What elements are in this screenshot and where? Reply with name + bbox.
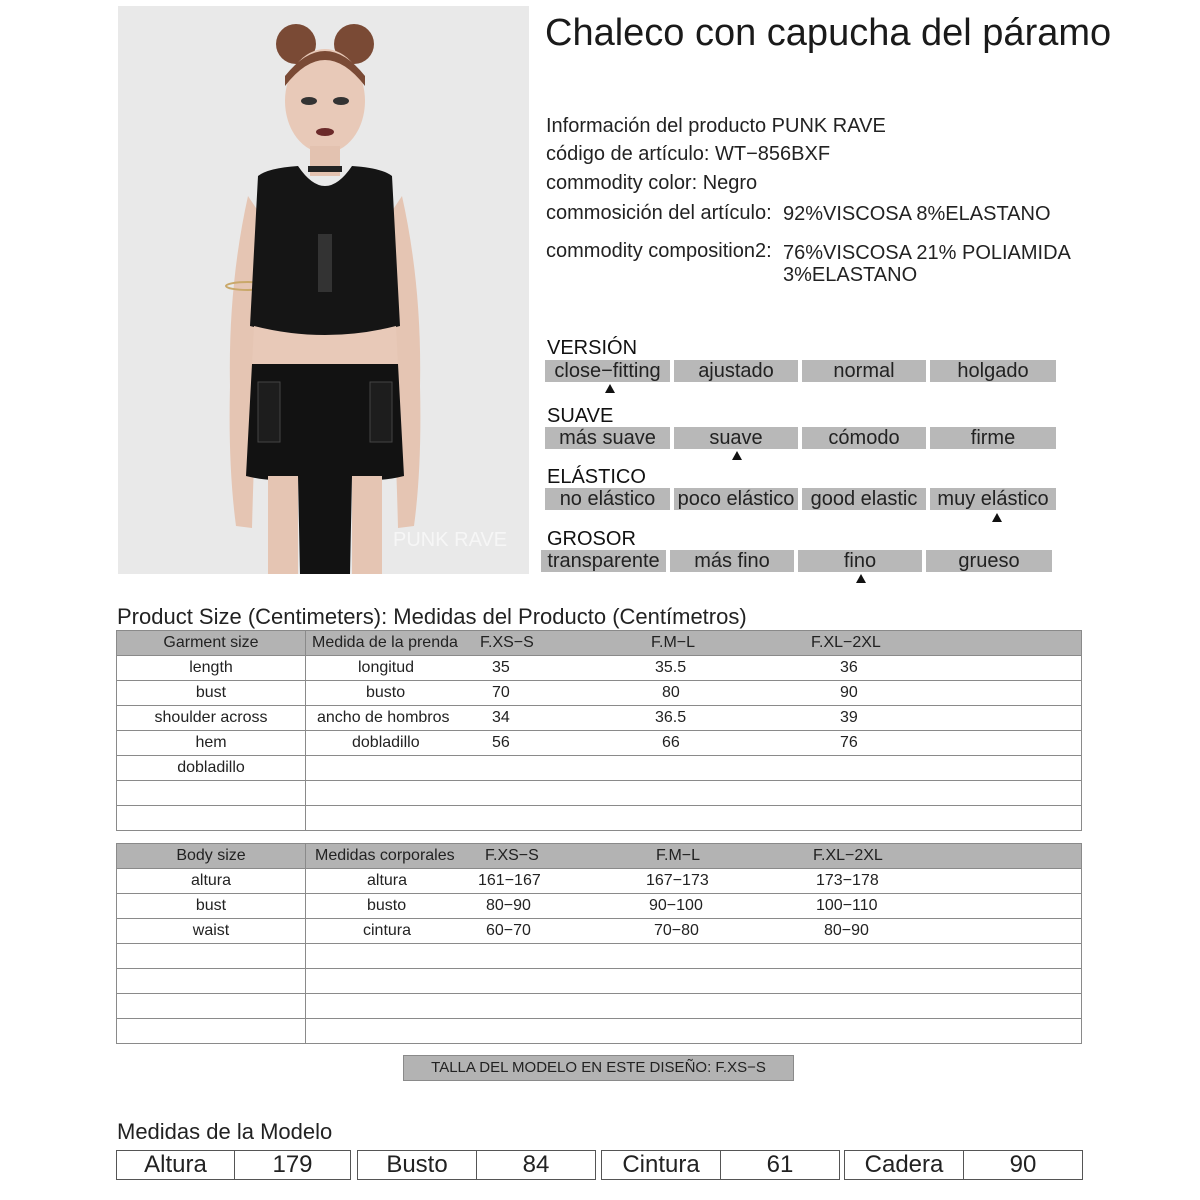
- model-height-value: 179: [272, 1151, 313, 1178]
- scale-elastic-option: no elástico: [545, 488, 670, 510]
- scale-thickness-marker: [856, 574, 866, 583]
- scale-elastic: [545, 488, 1057, 510]
- model-waist-box: [601, 1150, 840, 1180]
- scale-elastic-option: muy elástico: [930, 488, 1056, 510]
- scale-thickness-option: más fino: [670, 550, 794, 572]
- cell-value: 70−80: [654, 922, 699, 939]
- cell-value: 161−167: [478, 872, 541, 889]
- cell-value: altura: [367, 872, 408, 889]
- photo-watermark: PUNK RAVE: [393, 529, 508, 551]
- info-color: commodity color: Negro: [546, 172, 758, 194]
- model-waist-label: Cintura: [602, 1151, 721, 1179]
- cell-value: busto: [367, 897, 407, 914]
- table-cell: [306, 756, 1082, 781]
- product-photo: [118, 6, 529, 574]
- scale-version-marker: [605, 384, 615, 393]
- model-height-box: [116, 1150, 351, 1180]
- table-cell: shoulder across: [117, 706, 306, 731]
- composition2-value-line2: 3%ELASTANO: [783, 264, 918, 286]
- table-row: [117, 994, 1082, 1019]
- scale-elastic-option: poco elástico: [674, 488, 798, 510]
- scale-version-option: normal: [802, 360, 926, 382]
- header-label: F.M−L: [651, 634, 696, 651]
- table-row: [117, 944, 1082, 969]
- model-bust-label: Busto: [358, 1151, 477, 1179]
- scale-version-option: holgado: [930, 360, 1056, 382]
- table-cell: bust: [117, 681, 306, 706]
- scale-thickness-option: fino: [798, 550, 922, 572]
- composition2-label: commodity composition2:: [546, 240, 772, 262]
- table-cell: [306, 869, 1082, 894]
- table-cell: [306, 781, 1082, 806]
- table-cell: hem: [117, 731, 306, 756]
- cell-value: 60−70: [486, 922, 531, 939]
- cell-value: longitud: [358, 659, 415, 676]
- cell-value: 80: [662, 684, 680, 701]
- cell-value: 90: [840, 684, 858, 701]
- table-cell: [117, 1019, 306, 1044]
- table-header-row: [117, 844, 1082, 869]
- table-cell: [306, 656, 1082, 681]
- table-cell: length: [117, 656, 306, 681]
- cell-value: 90−100: [649, 897, 703, 914]
- table-cell: [117, 806, 306, 831]
- cell-value: 35.5: [655, 659, 687, 676]
- table-cell: dobladillo: [117, 756, 306, 781]
- scale-soft-option: suave: [674, 427, 798, 449]
- info-brand: Información del producto PUNK RAVE: [546, 115, 886, 137]
- table-row: [117, 706, 1082, 731]
- scale-elastic-marker: [992, 513, 1002, 522]
- header-label: F.XL−2XL: [811, 634, 881, 651]
- model-measurements-heading: Medidas de la Modelo: [117, 1119, 333, 1144]
- product-title: Chaleco con capucha del páramo: [545, 12, 1112, 54]
- cell-value: 56: [492, 734, 510, 751]
- table-row: [117, 756, 1082, 781]
- model-bust-box: [357, 1150, 596, 1180]
- scale-soft-option: más suave: [545, 427, 670, 449]
- composition2-value-line1: 76%VISCOSA 21% POLIAMIDA: [783, 242, 1071, 264]
- cell-value: busto: [366, 684, 406, 701]
- table-header-cell: [306, 844, 1082, 869]
- table-row: [117, 969, 1082, 994]
- header-label: Medida de la prenda: [312, 634, 458, 651]
- scale-thickness-name: GROSOR: [547, 528, 636, 550]
- cell-value: 167−173: [646, 872, 709, 889]
- model-hip-value: 90: [1009, 1151, 1037, 1178]
- table-cell: [306, 706, 1082, 731]
- cell-value: 35: [492, 659, 510, 676]
- table-cell: [117, 994, 306, 1019]
- cell-value: 34: [492, 709, 510, 726]
- header-label: F.XS−S: [485, 847, 539, 864]
- model-size-note: TALLA DEL MODELO EN ESTE DISEÑO: F.XS−S: [403, 1055, 794, 1081]
- table-row: [117, 656, 1082, 681]
- model-hip-label: Cadera: [845, 1151, 964, 1179]
- scale-soft-option: firme: [930, 427, 1056, 449]
- cell-value: 66: [662, 734, 680, 751]
- cell-value: 70: [492, 684, 510, 701]
- table-header-row: [117, 631, 1082, 656]
- scale-elastic-option: good elastic: [802, 488, 926, 510]
- model-illustration: [118, 6, 529, 574]
- header-label: Medidas corporales: [315, 847, 455, 864]
- table-row: [117, 919, 1082, 944]
- table-row: [117, 781, 1082, 806]
- scale-thickness-option: transparente: [541, 550, 666, 572]
- scale-version: [545, 360, 1057, 382]
- table-cell: [306, 731, 1082, 756]
- garment-size-table: [116, 630, 1082, 831]
- table-cell: [306, 681, 1082, 706]
- cell-value: dobladillo: [352, 734, 420, 751]
- scale-thickness-option: grueso: [926, 550, 1052, 572]
- body-size-table: [116, 843, 1082, 1044]
- scale-soft-option: cómodo: [802, 427, 926, 449]
- model-bust-value: 84: [522, 1151, 550, 1178]
- scale-version-name: VERSIÓN: [547, 337, 638, 359]
- model-hip-box: [844, 1150, 1083, 1180]
- composition1-label: commosición del artículo:: [546, 202, 772, 224]
- table-cell: [306, 969, 1082, 994]
- composition1-value: 92%VISCOSA 8%ELASTANO: [783, 203, 1051, 225]
- scale-soft: [545, 427, 1057, 449]
- table-row: [117, 681, 1082, 706]
- table-cell: [117, 969, 306, 994]
- scale-elastic-name: ELÁSTICO: [547, 466, 646, 488]
- table-cell: [117, 781, 306, 806]
- cell-value: 76: [840, 734, 858, 751]
- table-header-cell: Garment size: [117, 631, 306, 656]
- info-article-code: código de artículo: WT−856BXF: [546, 143, 831, 165]
- model-height-label: Altura: [117, 1151, 235, 1179]
- cell-value: 80−90: [824, 922, 869, 939]
- table-header-cell: Body size: [117, 844, 306, 869]
- scale-thickness: [541, 550, 1053, 572]
- table-row: [117, 869, 1082, 894]
- header-label: F.XS−S: [480, 634, 534, 651]
- table-row: [117, 894, 1082, 919]
- table-cell: [306, 994, 1082, 1019]
- table-cell: [306, 1019, 1082, 1044]
- table-cell: altura: [117, 869, 306, 894]
- scale-version-option: ajustado: [674, 360, 798, 382]
- table-cell: [117, 944, 306, 969]
- table-cell: waist: [117, 919, 306, 944]
- model-waist-value: 61: [766, 1151, 794, 1178]
- table-cell: [306, 919, 1082, 944]
- table-row: [117, 1019, 1082, 1044]
- cell-value: ancho de hombros: [317, 709, 450, 726]
- cell-value: 80−90: [486, 897, 531, 914]
- cell-value: cintura: [363, 922, 412, 939]
- cell-value: 100−110: [816, 897, 878, 914]
- cell-value: 39: [840, 709, 858, 726]
- cell-value: 36: [840, 659, 858, 676]
- scale-soft-marker: [732, 451, 742, 460]
- table-cell: bust: [117, 894, 306, 919]
- table-cell: [306, 944, 1082, 969]
- cell-value: 36.5: [655, 709, 687, 726]
- header-label: F.M−L: [656, 847, 701, 864]
- scale-soft-name: SUAVE: [547, 405, 614, 427]
- table-row: [117, 731, 1082, 756]
- cell-value: 173−178: [816, 872, 879, 889]
- table-cell: [306, 806, 1082, 831]
- scale-version-option: close−fitting: [545, 360, 670, 382]
- table-row: [117, 806, 1082, 831]
- table-header-cell: [306, 631, 1082, 656]
- size-heading: Product Size (Centimeters): Medidas del Producto (Centímetros): [117, 604, 747, 629]
- table-cell: [306, 894, 1082, 919]
- header-label: F.XL−2XL: [813, 847, 883, 864]
